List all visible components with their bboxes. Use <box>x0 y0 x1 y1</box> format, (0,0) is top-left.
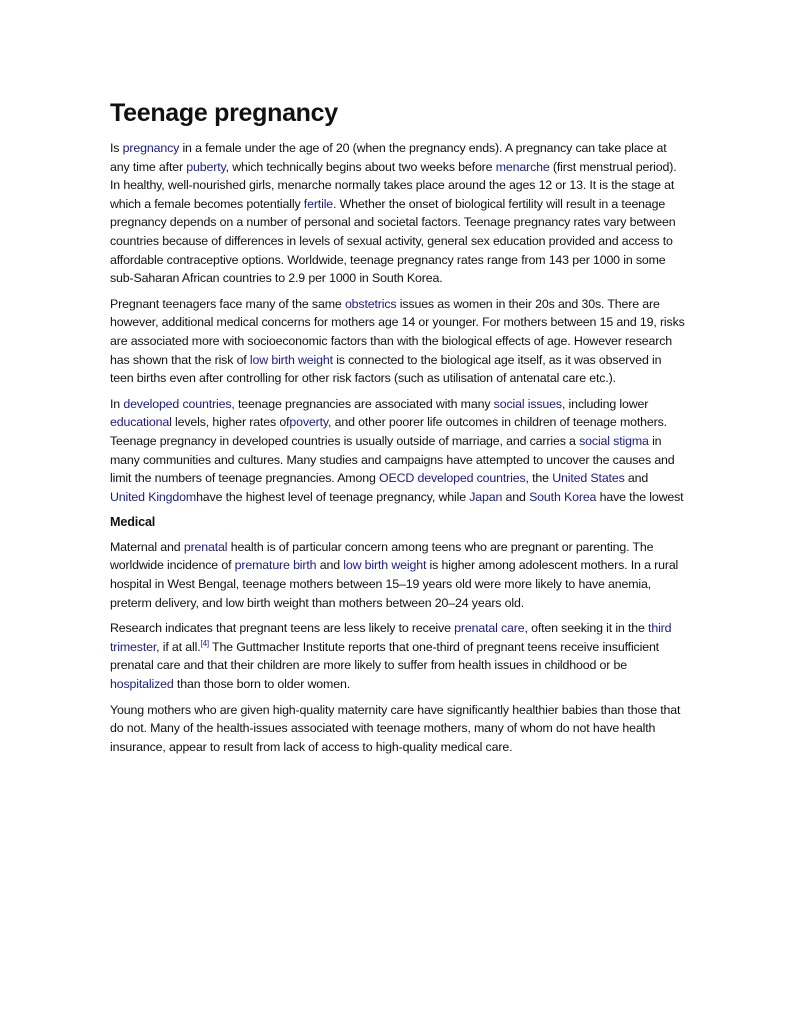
link-oecd-developed-countries[interactable]: OECD developed countries <box>379 471 526 486</box>
link-developed-countries[interactable]: developed countries <box>123 396 232 411</box>
text: and <box>624 471 649 486</box>
text: is higher among adolescent mothers. In a rural hospital in West Bengal, teenage mothers between 15–19 years old were more likely to have anemia, preterm delivery, and low birth weight than mothers between 20–24 years old. <box>110 558 679 610</box>
prenatal-care-paragraph <box>110 619 685 693</box>
article <box>110 96 685 763</box>
maternity-care-paragraph <box>110 701 685 757</box>
text: health is of particular concern among teens who are pregnant or parenting. The worldwide incidence of <box>110 539 654 573</box>
link-united-kingdom[interactable]: United Kingdom <box>110 489 197 504</box>
link-puberty[interactable]: puberty <box>186 159 226 174</box>
text: Is <box>110 141 123 155</box>
link-pregnancy[interactable]: pregnancy <box>122 141 180 155</box>
text: issues as women in their 20s and 30s. There are however, additional medical concerns for mothers age 14 or younger. For mothers between 15 and 19, risks are associated more with socioeconomic factors than with the biological effects of age. However research has shown that the risk of <box>110 296 685 367</box>
text: have the lowest <box>596 489 684 504</box>
link-poverty[interactable]: poverty <box>289 415 329 430</box>
text: In <box>110 396 124 411</box>
link-fertile[interactable]: fertile <box>303 196 334 211</box>
link-low-birth-weight[interactable]: low birth weight <box>249 352 333 367</box>
citation-link[interactable]: [4] <box>200 638 209 648</box>
obstetrics-paragraph <box>110 295 685 388</box>
link-menarche[interactable]: menarche <box>495 159 550 174</box>
maternal-health-paragraph <box>110 538 685 612</box>
link-prenatal-care[interactable]: prenatal care <box>454 621 525 636</box>
text: and <box>502 489 530 504</box>
link-prenatal[interactable]: prenatal <box>183 539 228 554</box>
text: than those born to older women. <box>173 677 350 692</box>
text: , the <box>525 471 553 486</box>
intro-paragraph <box>110 139 685 288</box>
section-heading-medical: Medical <box>110 515 156 530</box>
text: , if at all. <box>156 639 201 654</box>
link-social-issues[interactable]: social issues <box>493 396 562 411</box>
text: in a female under the age of 20 (when the pregnancy ends). A pregnancy can take place at any time after <box>110 141 667 174</box>
link-united-states[interactable]: United States <box>552 471 625 486</box>
text: , which technically begins about two weeks before <box>225 159 496 174</box>
link-social-stigma[interactable]: social stigma <box>579 433 649 448</box>
link-third-trimester[interactable]: third trimester <box>110 621 672 654</box>
text: have the highest level of teenage pregnancy, while <box>196 489 470 504</box>
text: and <box>316 558 344 573</box>
developed-countries-paragraph <box>110 395 685 507</box>
link-educational[interactable]: educational <box>110 415 172 430</box>
text: The Guttmacher Institute reports that one-third of pregnant teens receive insufficient prenatal care and that their children are more likely to suffer from health issues in childhood or be <box>110 639 659 673</box>
link-low-birth-weight-2[interactable]: low birth weight <box>343 558 427 573</box>
text: Pregnant teenagers face many of the same <box>110 296 345 311</box>
text: in many communities and cultures. Many studies and campaigns have attempted to uncover the causes and limit the numbers of teenage pregnancies. Among <box>110 433 675 486</box>
text: , including lower <box>561 396 649 411</box>
text: levels, higher rates of <box>171 415 290 430</box>
text: Maternal and <box>110 539 184 554</box>
text: Young mothers who are given high-quality maternity care have significantly healthier babies than those that do not. Many of the health-issues associated with teenage mothers, many of whom do not have health insurance, appear to result from lack of access to high-quality medical care. <box>110 702 681 754</box>
link-japan[interactable]: Japan <box>469 489 503 504</box>
text: , and other poorer life outcomes in children of teenage mothers. Teenage pregnancy in developed countries is usually outside of marriage, and carries a <box>110 415 667 448</box>
text: , teenage pregnancies are associated with many <box>231 396 494 411</box>
link-hospitalized[interactable]: hospitalized <box>110 677 174 692</box>
text: (first menstrual period). In healthy, well-nourished girls, menarche normally takes place around the ages 12 or 13. It is the stage at which a female becomes potentially <box>110 159 677 211</box>
text: Research indicates that pregnant teens are less likely to receive <box>110 621 455 636</box>
link-premature-birth[interactable]: premature birth <box>234 558 317 573</box>
text: . Whether the onset of biological fertility will result in a teenage pregnancy depends on a number of personal and societal factors. Teenage pregnancy rates vary between countries because of differences in levels of sexual activity, general sex education provided and access to affordable contraceptive options. Worldwide, teenage pregnancy rates range from 143 per 1000 in some sub-Saharan African countries to 2.9 per 1000 in South Korea. <box>110 196 676 286</box>
text: is connected to the biological age itself, as it was observed in teen births even after controlling for other risk factors (such as utilisation of antenatal care etc.). <box>110 352 662 386</box>
page-title: Teenage pregnancy <box>110 99 338 127</box>
text: , often seeking it in the <box>524 621 649 636</box>
link-south-korea[interactable]: South Korea <box>529 489 597 504</box>
link-obstetrics[interactable]: obstetrics <box>344 296 397 311</box>
